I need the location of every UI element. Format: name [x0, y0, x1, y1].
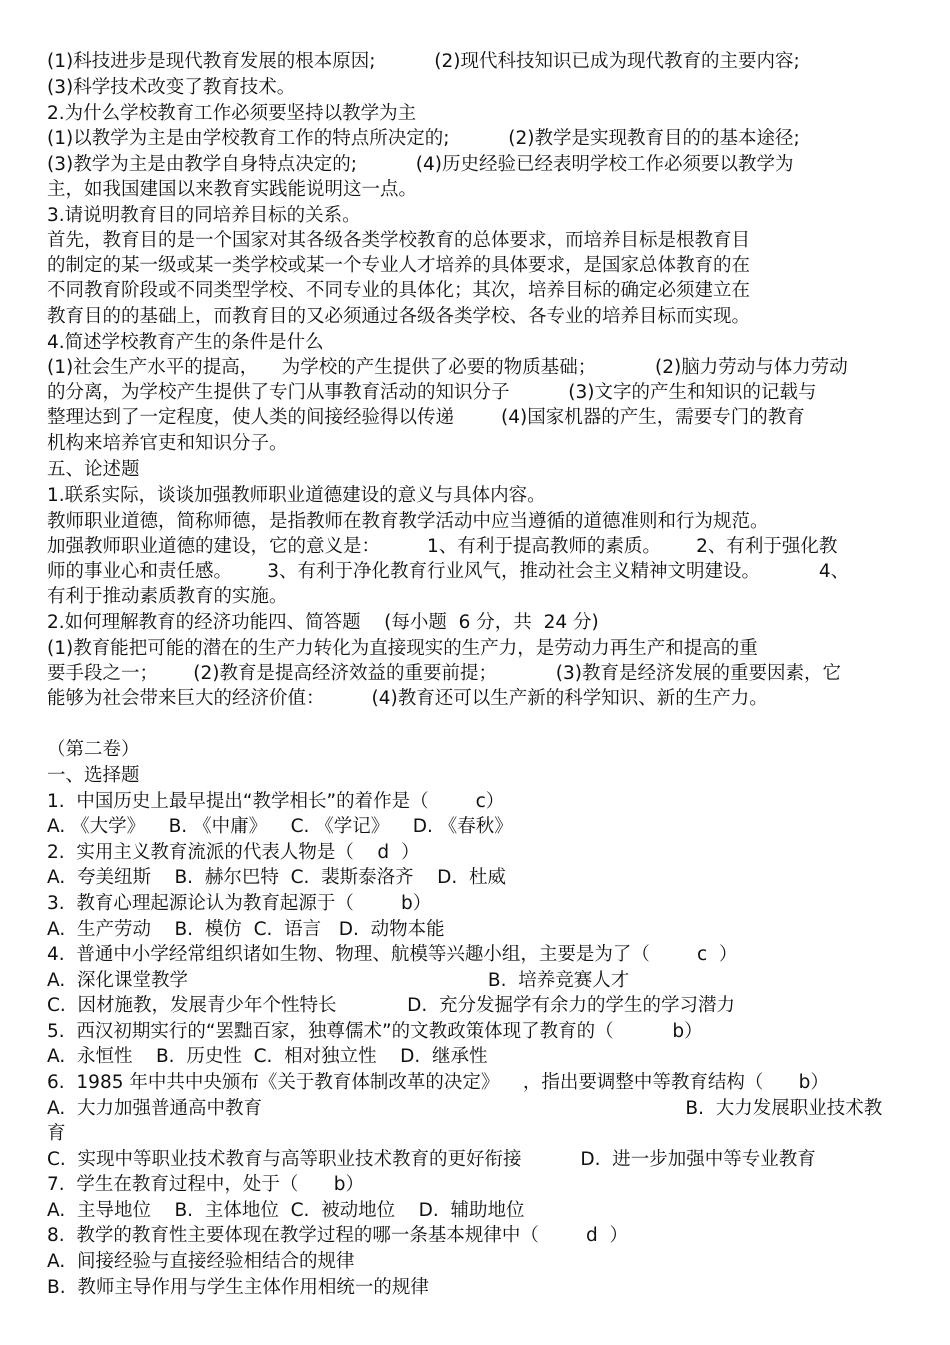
text-line: 的制定的某一级或某一类学校或某一个专业人才培养的具体要求，是国家总体教育的在	[47, 255, 751, 276]
text-line: 的分离，为学校产生提供了专门从事教育活动的知识分子 (3)文字的产生和知识的记载与	[47, 382, 817, 403]
options-line: B. 教师主导作用与学生主体作用相统一的规律	[47, 1277, 429, 1298]
question-line: 6. 1985 年中共中央颁布《关于教育体制改革的决定》 ，指出要调整中等教育结构（ b）	[47, 1072, 829, 1093]
options-line: A. 永恒性 B. 历史性 C. 相对独立性 D. 继承性	[47, 1046, 488, 1067]
text-line: (3)教学为主是由教学自身特点决定的; (4)历史经验已经表明学校工作必须要以教学为	[47, 154, 794, 175]
question-line: 2. 实用主义教育流派的代表人物是（ d ）	[47, 842, 420, 863]
text-line: 不同教育阶段或不同类型学校、不同专业的具体化；其次，培养目标的确定必须建立在	[47, 280, 751, 301]
options-line: A. 夸美纽斯 B. 赫尔巴特 C. 裴斯泰洛齐 D. 杜威	[47, 867, 507, 888]
question-line: 3. 教育心理起源论认为教育起源于（ b）	[47, 893, 432, 914]
volume-heading: （第二卷）	[47, 739, 140, 760]
text-line: 整理达到了一定程度，使人类的间接经验得以传递 (4)国家机器的产生，需要专门的教育	[47, 407, 805, 428]
text-line: 加强教师职业道德的建设，它的意义是： 1、有利于提高教师的素质。 2、有利于强化教	[47, 536, 838, 557]
text-line: (1)社会生产水平的提高， 为学校的产生提供了必要的物质基础； (2)脑力劳动与体力劳动	[47, 357, 848, 378]
question-line: 4. 普通中小学经常组织诸如生物、物理、航模等兴趣小组，主要是为了（ c ）	[47, 944, 738, 965]
text-line: 主，如我国建国以来教育实践能说明这一点。	[47, 179, 418, 200]
question-heading: 4.简述学校教育产生的条件是什么	[47, 332, 324, 353]
options-line: A. 深化课堂教学 B. 培养竞赛人才	[47, 970, 630, 991]
text-line: (3)科学技术改变了教育技术。	[47, 77, 296, 98]
section-heading: 五、论述题	[47, 459, 140, 480]
options-line: A. 《大学》 B. 《中庸》 C. 《学记》 D. 《春秋》	[47, 816, 513, 837]
question-heading: 2.为什么学校教育工作必须要坚持以教学为主	[47, 103, 417, 124]
text-line: 机构来培养官吏和知识分子。	[47, 433, 288, 454]
options-line: C. 实现中等职业技术教育与高等职业技术教育的更好衔接 D. 进一步加强中等专业教育	[47, 1149, 816, 1170]
text-line: 教师职业道德，简称师德，是指教师在教育教学活动中应当遵循的道德准则和行为规范。	[47, 511, 769, 532]
text-line: (1)科技进步是现代教育发展的根本原因; (2)现代科技知识已成为现代教育的主要内容;	[47, 51, 800, 72]
text-line: 能够为社会带来巨大的经济价值： (4)教育还可以生产新的科学知识、新的生产力。	[47, 688, 768, 709]
options-line: A. 间接经验与直接经验相结合的规律	[47, 1251, 355, 1272]
options-line: A. 生产劳动 B. 模仿 C. 语言 D. 动物本能	[47, 919, 445, 940]
text-line: 师的事业心和责任感。 3、有利于净化教育行业风气，推动社会主义精神文明建设。 4、	[47, 561, 850, 582]
text-line: 要手段之一； (2)教育是提高经济效益的重要前提； (3)教育是经济发展的重要因素，它	[47, 663, 842, 684]
text-line: 有利于推动素质教育的实施。	[47, 586, 288, 607]
question-line: 1. 中国历史上最早提出“教学相长”的着作是（ c）	[47, 791, 505, 812]
text-line: 首先，教育目的是一个国家对其各级各类学校教育的总体要求，而培养目标是根教育目	[47, 230, 751, 251]
text-line: 教育目的的基础上，而教育目的又必须通过各级各类学校、各专业的培养目标而实现。	[47, 306, 751, 327]
question-heading: 1.联系实际，谈谈加强教师职业道德建设的意义与具体内容。	[47, 485, 546, 506]
text-line: (1)以教学为主是由学校教育工作的特点所决定的; (2)教学是实现教育目的的基本途径;	[47, 128, 800, 149]
question-heading: 3.请说明教育目的同培养目标的关系。	[47, 205, 361, 226]
options-line: C. 因材施教，发展青少年个性特长 D. 充分发掘学有余力的学生的学习潜力	[47, 995, 736, 1016]
question-line: 7. 学生在教育过程中，处于（ b）	[47, 1174, 364, 1195]
question-line: 8. 教学的教育性主要体现在教学过程的哪一条基本规律中（ d ）	[47, 1225, 628, 1246]
options-line: A. 主导地位 B. 主体地位 C. 被动地位 D. 辅助地位	[47, 1200, 525, 1221]
options-line: 育	[47, 1123, 66, 1144]
section-heading: 一、选择题	[47, 765, 140, 786]
question-line: 5. 西汉初期实行的“罢黜百家，独尊儒术”的文教政策体现了教育的（ b）	[47, 1021, 703, 1042]
question-heading: 2.如何理解教育的经济功能四、简答题 (每小题 6 分，共 24 分)	[47, 612, 599, 633]
text-line: (1)教育能把可能的潜在的生产力转化为直接现实的生产力，是劳动力再生产和提高的重	[47, 638, 758, 659]
options-line: A. 大力加强普通高中教育 B. 大力发展职业技术教	[47, 1098, 883, 1119]
